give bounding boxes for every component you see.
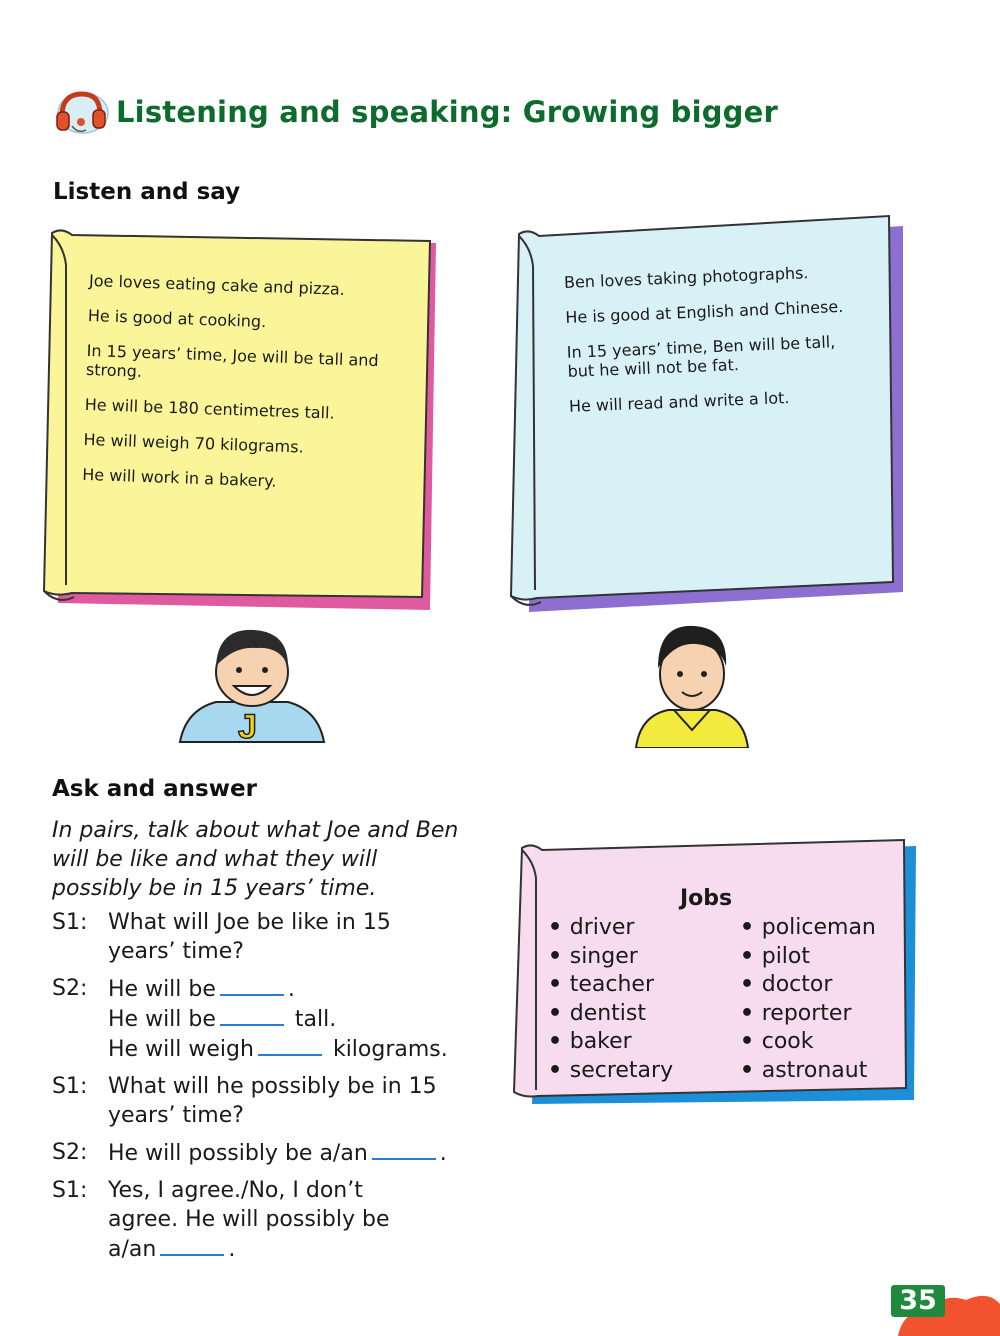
speaker-label: S1: — [52, 910, 88, 935]
section-heading-listen: Listen and say — [53, 179, 241, 205]
dialogue-line — [52, 1176, 492, 1264]
dialogue-fragment: He will weigh — [108, 1037, 254, 1062]
joe-line: He will work in a bakery. — [82, 464, 277, 491]
dialogue-fragment: kilograms. — [332, 1037, 448, 1062]
dialogue-fragment: He will be — [108, 977, 216, 1002]
headphones-icon — [52, 86, 110, 142]
dialogue-fragment: He will possibly be a/an — [108, 1141, 368, 1166]
jobs-left-list — [548, 914, 673, 1086]
dialogue-text: He will possibly be a/an . — [108, 1138, 492, 1168]
dialogue-fragment: Yes, I agree./No, I don’t agree. He will possibly be a/an — [108, 1178, 390, 1262]
dialogue-text: What will Joe be like in 15 years’ time? — [108, 910, 391, 964]
dialogue-text: Yes, I agree./No, I don’t agree. He will possibly be a/an . — [108, 1178, 390, 1262]
job-item: • baker — [548, 1028, 673, 1057]
job-item: • teacher — [548, 971, 673, 1000]
fill-blank — [220, 1004, 284, 1026]
fill-blank — [220, 974, 284, 996]
job-item: • secretary — [548, 1057, 673, 1086]
section-heading-ask: Ask and answer — [52, 776, 257, 802]
dialogue-line — [52, 1138, 492, 1168]
page-number: 35 — [891, 1285, 945, 1317]
dialogue-line — [52, 908, 492, 966]
fill-blank — [258, 1034, 322, 1056]
job-item: • cook — [740, 1028, 876, 1057]
ben-line: He is good at English and Chinese. — [565, 296, 844, 327]
instruction-text: In pairs, talk about what Joe and Ben will be like and what they will possibly be in 15 years’ time. — [52, 818, 459, 901]
speaker-label: S1: — [52, 1178, 88, 1203]
dialogue-fragment: He will be — [108, 1007, 216, 1032]
ben-character — [634, 620, 750, 748]
joe-line: He will be 180 centimetres tall. — [84, 394, 335, 423]
job-item: • driver — [548, 914, 673, 943]
dialogue-line — [52, 974, 492, 1064]
speaker-label: S2: — [52, 1140, 88, 1165]
dialogue — [52, 908, 492, 1272]
ben-text — [563, 245, 870, 432]
joe-line: Joe loves eating cake and pizza. — [88, 270, 346, 299]
job-item: • reporter — [740, 1000, 876, 1029]
joe-line: He is good at cooking. — [87, 305, 267, 332]
jobs-title: Jobs — [680, 886, 733, 911]
speaker-label: S1: — [52, 1074, 88, 1099]
joe-shirt-letter: J — [238, 708, 257, 744]
page-title: Listening and speaking: Growing bigger — [116, 95, 778, 129]
ben-line: In 15 years’ time, Ben will be tall, but he will not be fat. — [566, 332, 836, 381]
joe-line: He will weigh 70 kilograms. — [83, 429, 304, 457]
joe-text — [81, 255, 409, 511]
ben-line: He will read and write a lot. — [568, 388, 790, 416]
job-item: • singer — [548, 943, 673, 972]
jobs-right-list — [740, 914, 876, 1086]
dialogue-text: He will be . He will be tall. He will weigh kilograms. — [108, 974, 492, 1064]
dialogue-fragment: tall. — [294, 1007, 337, 1032]
job-item: • pilot — [740, 943, 876, 972]
dialogue-line — [52, 1072, 492, 1130]
joe-line: In 15 years’ time, Joe will be tall and strong. — [85, 340, 379, 381]
job-item: • doctor — [740, 971, 876, 1000]
ben-line: Ben loves taking photographs. — [563, 263, 809, 292]
speaker-label: S2: — [52, 976, 88, 1001]
job-item: • policeman — [740, 914, 876, 943]
job-item: • dentist — [548, 1000, 673, 1029]
joe-character — [176, 622, 328, 744]
fill-blank — [160, 1234, 224, 1256]
job-item: • astronaut — [740, 1057, 876, 1086]
dialogue-text: What will he possibly be in 15 years’ time? — [108, 1074, 437, 1128]
fill-blank — [372, 1138, 436, 1160]
